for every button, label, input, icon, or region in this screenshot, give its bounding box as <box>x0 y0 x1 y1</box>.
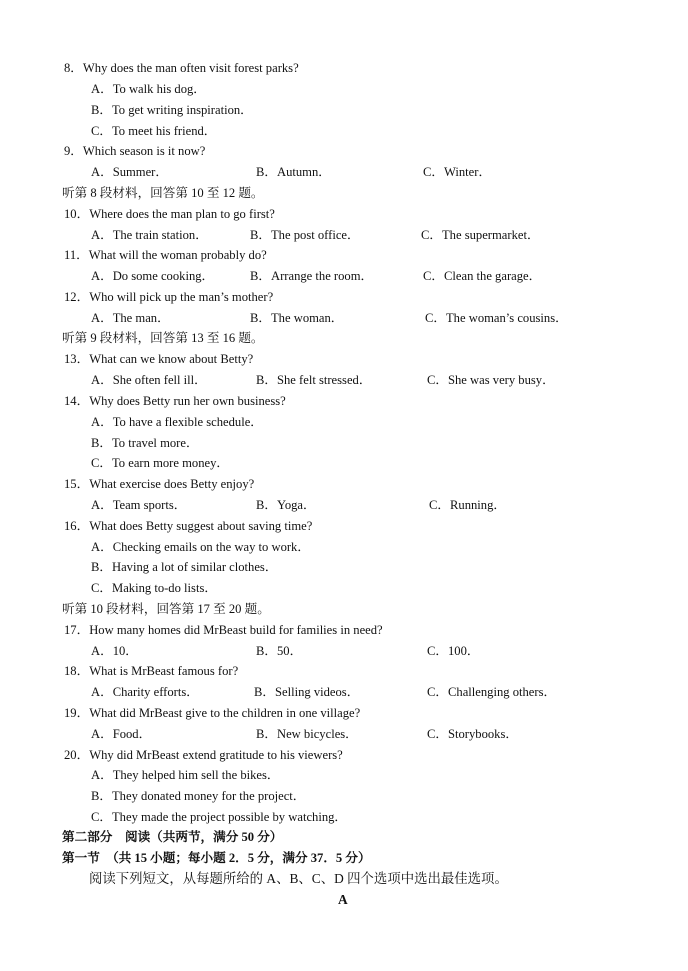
question-10-option-a: A．The train station． <box>91 228 208 242</box>
question-10-option-c: C．The supermarket． <box>421 228 540 242</box>
question-15-option-c: C．Running． <box>429 498 506 512</box>
question-9-stem: 9．Which season is it now? <box>64 144 206 158</box>
question-18-option-c: C．Challenging others． <box>427 685 557 699</box>
question-13-option-c: C．She was very busy． <box>427 373 555 387</box>
question-20-option-a: A．They helped him sell the bikes． <box>91 768 280 782</box>
question-8-stem: 8．Why does the man often visit forest parks? <box>64 61 299 75</box>
question-10-option-b: B．The post office． <box>250 228 360 242</box>
question-20-stem: 20．Why did MrBeast extend gratitude to his viewers? <box>64 748 343 762</box>
question-11-option-a: A．Do some cooking． <box>91 269 215 283</box>
question-16-option-a: A．Checking emails on the way to work． <box>91 540 310 554</box>
question-10-stem: 10．Where does the man plan to go first? <box>64 207 275 221</box>
question-15-option-b: B．Yoga． <box>256 498 316 512</box>
question-11-option-b: B．Arrange the room． <box>250 269 374 283</box>
question-17-option-b: B．50． <box>256 644 303 658</box>
section-1-heading: 第一节 （共 15 小题；每小题 2．5 分，满分 37．5 分） <box>62 851 371 865</box>
question-19-option-a: A．Food． <box>91 727 152 741</box>
question-17-option-a: A．10． <box>91 644 138 658</box>
section-8-header: 听第 8 段材料，回答第 10 至 12 题。 <box>62 186 264 200</box>
question-13-option-a: A．She often fell ill． <box>91 373 207 387</box>
question-19-stem: 19．What did MrBeast give to the children in one village? <box>64 706 361 720</box>
question-17-option-c: C．100． <box>427 644 480 658</box>
question-20-option-b: B．They donated money for the project． <box>91 789 306 803</box>
question-13-option-b: B．She felt stressed． <box>256 373 372 387</box>
question-12-option-b: B．The woman． <box>250 311 344 325</box>
question-16-option-b: B．Having a lot of similar clothes． <box>91 560 278 574</box>
question-12-option-c: C．The woman’s cousins． <box>425 311 568 325</box>
question-8-option-c: C．To meet his friend． <box>91 124 217 138</box>
question-12-stem: 12．Who will pick up the man’s mother? <box>64 290 274 304</box>
question-14-option-c: C．To earn more money． <box>91 456 229 470</box>
question-13-stem: 13．What can we know about Betty? <box>64 352 254 366</box>
question-12-option-a: A．The man． <box>91 311 170 325</box>
part-2-heading: 第二部分 阅读（共两节，满分 50 分） <box>62 830 283 844</box>
section-10-header: 听第 10 段材料，回答第 17 至 20 题。 <box>62 602 270 616</box>
question-16-option-c: C．Making to-do lists． <box>91 581 217 595</box>
question-17-stem: 17．How many homes did MrBeast build for families in need? <box>64 623 383 637</box>
question-9-option-a: A．Summer． <box>91 165 168 179</box>
question-14-option-a: A．To have a flexible schedule． <box>91 415 263 429</box>
section-9-header: 听第 9 段材料，回答第 13 至 16 题。 <box>62 331 264 345</box>
reading-instruction: 阅读下列短文，从每题所给的 A、B、C、D 四个选项中选出最佳选项。 <box>89 871 508 886</box>
question-8-option-b: B．To get writing inspiration． <box>91 103 253 117</box>
question-11-option-c: C．Clean the garage． <box>423 269 542 283</box>
question-15-stem: 15．What exercise does Betty enjoy? <box>64 477 255 491</box>
question-18-stem: 18．What is MrBeast famous for? <box>64 664 239 678</box>
question-19-option-c: C．Storybooks． <box>427 727 518 741</box>
question-9-option-b: B．Autumn． <box>256 165 331 179</box>
question-18-option-a: A．Charity efforts． <box>91 685 199 699</box>
question-15-option-a: A．Team sports． <box>91 498 187 512</box>
question-9-option-c: C．Winter． <box>423 165 492 179</box>
question-8-option-a: A．To walk his dog． <box>91 82 206 96</box>
question-18-option-b: B．Selling videos． <box>254 685 360 699</box>
question-16-stem: 16．What does Betty suggest about saving time? <box>64 519 313 533</box>
question-14-option-b: B．To travel more． <box>91 436 199 450</box>
passage-letter: A <box>338 892 348 907</box>
question-19-option-b: B．New bicycles． <box>256 727 358 741</box>
question-20-option-c: C．They made the project possible by watching． <box>91 810 348 824</box>
question-14-stem: 14．Why does Betty run her own business? <box>64 394 286 408</box>
question-11-stem: 11．What will the woman probably do? <box>64 248 267 262</box>
